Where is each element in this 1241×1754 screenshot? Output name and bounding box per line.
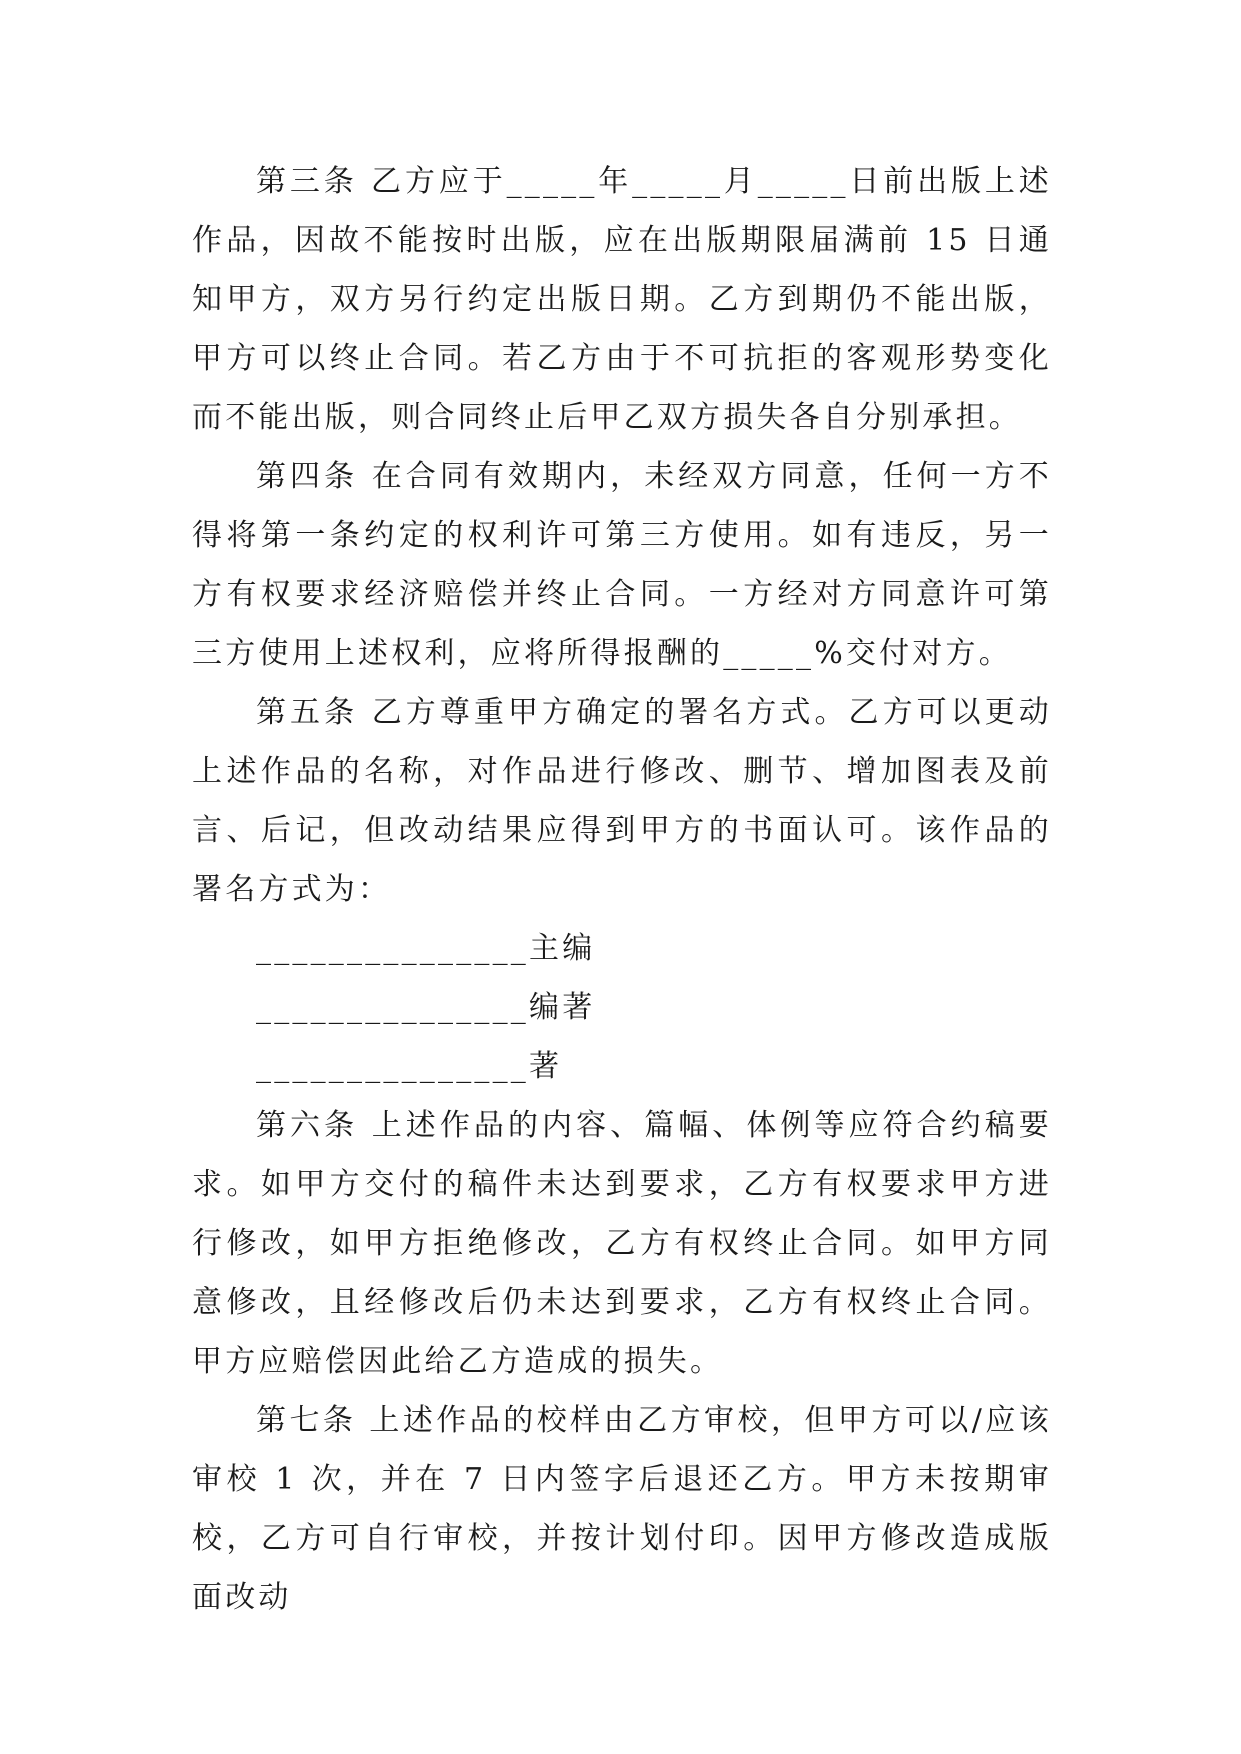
signature-line-chief-editor: _______________主编 [256,931,596,966]
article-3-paragraph: 第三条 乙方应于_____年_____月_____日前出版上述作品，因故不能按时出版，应在出版期限届满前 15 日通知甲方，双方另行约定出版日期。乙方到期仍不能出版，甲方可以终止合同。若乙方由于不可抗拒的客观形势变化而不能出版，则合同终止后甲乙双方损失各自分别承担。 [192,164,1052,435]
article-4-paragraph: 第四条 在合同有效期内，未经双方同意，任何一方不得将第一条约定的权利许可第三方使用。如有违反，另一方有权要求经济赔偿并终止合同。一方经对方同意许可第三方使用上述权利，应将所得报酬的_____%交付对方。 [192,459,1052,671]
document-body [192,152,1052,1627]
article-6-paragraph: 第六条 上述作品的内容、篇幅、体例等应符合约稿要求。如甲方交付的稿件未达到要求，乙方有权要求甲方进行修改，如甲方拒绝修改，乙方有权终止合同。如甲方同意修改，且经修改后仍未达到要求，乙方有权终止合同。甲方应赔偿因此给乙方造成的损失。 [192,1108,1052,1379]
article-5-paragraph: 第五条 乙方尊重甲方确定的署名方式。乙方可以更动上述作品的名称，对作品进行修改、删节、增加图表及前言、后记，但改动结果应得到甲方的书面认可。该作品的署名方式为： [192,695,1052,907]
article-7-paragraph: 第七条 上述作品的校样由乙方审校，但甲方可以/应该审校 1 次，并在 7 日内签字后退还乙方。甲方未按期审校，乙方可自行审校，并按计划付印。因甲方修改造成版面改动 [192,1403,1052,1615]
signature-line-author: _______________著 [256,1049,563,1084]
signature-line-compiler: _______________编著 [256,990,596,1025]
